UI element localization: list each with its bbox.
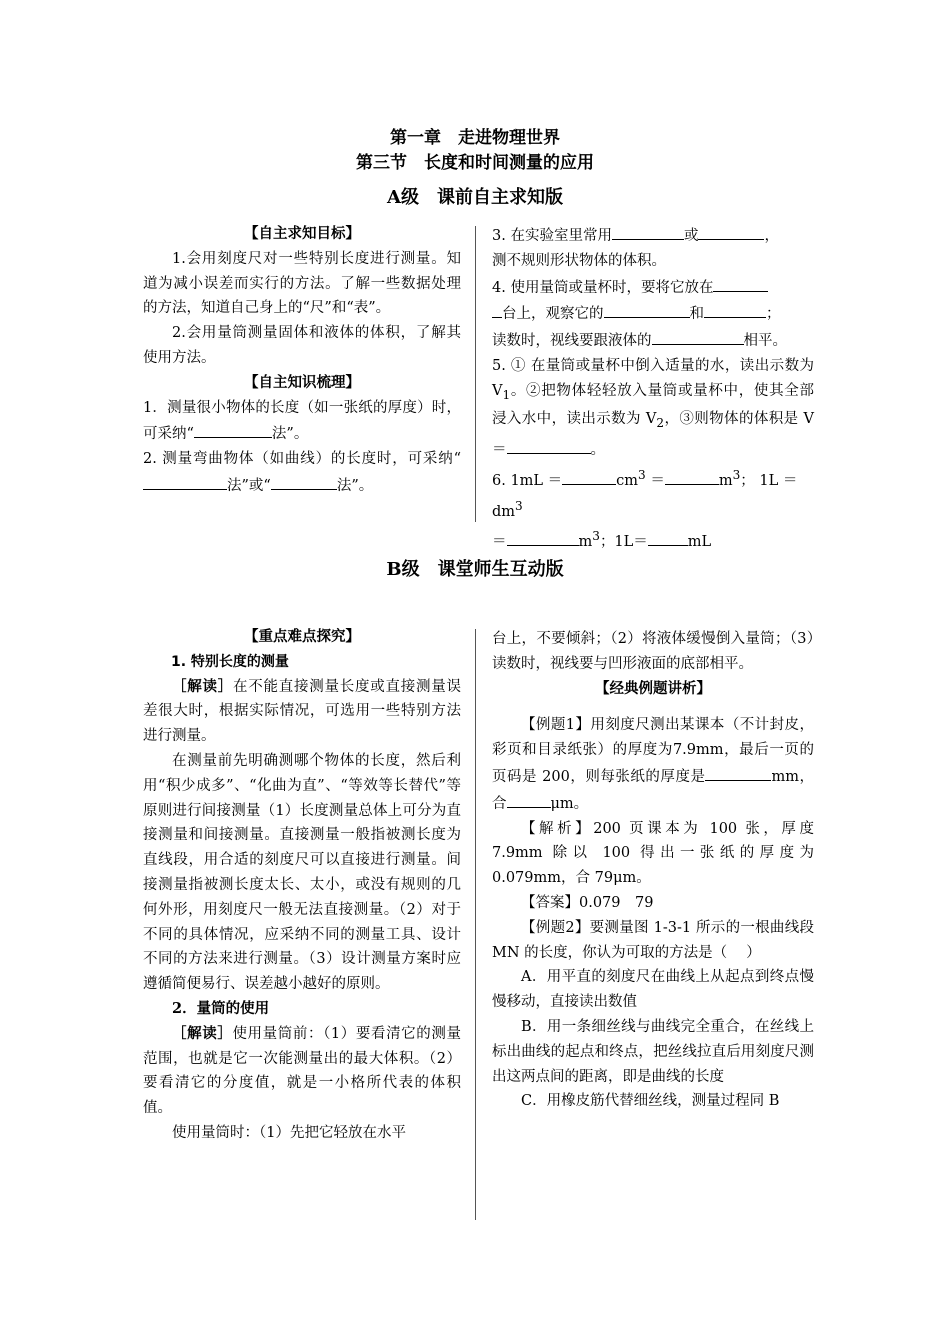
answer-blank (704, 300, 766, 318)
paragraph-text: 使用量筒前：（1）要看清它的测量范围，也就是它一次能测量出的最大体积。（2）要看清它的分度值，就是一小格所代表的体积值。 (143, 1025, 462, 1117)
q5-mid: 。②把物体轻轻放入量筒或量杯中，使其全部浸入水中，读出示数为 V (492, 382, 814, 428)
answer-blank (507, 528, 579, 546)
answer-blank (492, 300, 502, 318)
key-points-heading: 【重点难点探究】 (244, 628, 360, 645)
option-b: B．用一条细丝线与曲线完全重合，在丝线上标出曲线的起点和终点，把丝线拉直后用刻度尺测出这两点间的距离，即是曲线的长度 (492, 1018, 814, 1085)
q4-semicolon: ； (766, 306, 781, 323)
q3-or: 或 (683, 228, 699, 244)
superscript: 3 (732, 467, 741, 482)
goal-2: 2.会用量筒测量固体和液体的体积，了解其使用方法。 (143, 325, 461, 366)
knowledge-item-1-text: 1．测量很小物体的长度（如一张纸的厚度）时，可采纳“ (143, 399, 461, 443)
q6-text: 6. 1mL ＝ (492, 472, 563, 489)
q6-ml: mL (687, 534, 712, 551)
paragraph-interpretation-2 (143, 1022, 461, 1121)
option-a: A．用平直的刻度尺在曲线上从起点到终点慢慢移动，直接读出数值 (492, 969, 814, 1011)
option-c: C．用橡皮筋代替细丝线，测量过程同 B (521, 1093, 780, 1110)
level-a-title: 课前自主求知版 (436, 187, 563, 208)
answer-blank (507, 436, 591, 454)
column-divider (475, 226, 476, 522)
analysis-text: 【解析】200 页课本为 100 张，厚度 7.9mm 除以 100 得出一张纸的厚度为 0.079mm，合 79μm。 (492, 820, 814, 887)
answer-blank (665, 467, 719, 485)
level-b-left-column (143, 625, 461, 1146)
answer-blank (143, 472, 227, 490)
question-3 (492, 222, 814, 274)
answer-text: 【答案】0.079 79 (521, 894, 654, 911)
q6-eq2: ＝ (492, 534, 507, 551)
level-a-heading (0, 186, 950, 210)
level-b-right-column (492, 627, 814, 1114)
q4-observe: 台上，观察它的 (502, 306, 604, 323)
q3-text: 3. 在实验室里常用 (492, 228, 612, 244)
q3-comma: ， (764, 228, 779, 244)
knowledge-item-1 (143, 396, 461, 448)
subscript: 2 (656, 416, 665, 431)
subheading-length: 1. 特别长度的测量 (171, 653, 289, 670)
knowledge-item-1-end: 法”。 (271, 426, 309, 443)
q6-cm: cm (616, 472, 639, 489)
superscript: 3 (638, 467, 646, 482)
example-1 (492, 713, 814, 816)
paragraph-indirect: 在测量前先明确测哪个物体的长度，然后利用“积少成多”、“化曲为直”、“等效等长替代”等原则进行间接测量（1）长度测量总体上可分为直接测量和间接测量。直接测量一般指被测长度为直线段，用合适的刻度尺可以直接进行测量。间接测量指被测长度太长、太小，或没有规则的几何外形，用刻度尺一般无法直接测量。（2）对于不同的具体情况，应采纳不同的测量工具、设计不同的方法来进行测量。（3）设计测量方案时应遵循简便易行、误差越小越好的原则。 (143, 752, 461, 993)
q4-and: 和 (689, 306, 704, 323)
answer-blank (507, 790, 551, 808)
paragraph-continued: 台上，不要倾斜；（2）将液体缓慢倒入量筒；（3）读数时，视线要与凹形液面的底部相平。 (492, 631, 814, 672)
answer-blank (612, 222, 684, 240)
knowledge-item-2-text: 2. 测量弯曲物体（如曲线）的长度时，可采纳“ (143, 451, 461, 468)
level-a-left-column (143, 222, 461, 499)
level-a-label: A级 (387, 187, 419, 208)
subscript: 1 (502, 387, 511, 402)
example-1-um: μm。 (550, 795, 589, 812)
answer-blank (194, 420, 272, 438)
answer-blank (698, 222, 764, 240)
q5-end: 。 (590, 442, 605, 459)
level-b-label: B级 (386, 559, 420, 580)
example-1-mm: mm，合 (492, 768, 814, 812)
section-title: 第三节 长度和时间测量的应用 (356, 153, 594, 173)
question-4 (492, 274, 814, 354)
level-b-heading (0, 558, 950, 582)
jiedu-label: ［解读］ (172, 1024, 233, 1042)
subheading-cylinder: 2．量筒的使用 (172, 999, 270, 1017)
q4-text: 4. 使用量筒或量杯时，要将它放在 (492, 279, 714, 296)
answer-blank (271, 472, 337, 490)
jiedu-label: ［解读］ (172, 677, 233, 695)
answer-blank (562, 467, 616, 485)
level-b-title: 课堂师生互动版 (437, 559, 564, 580)
superscript: 3 (592, 529, 600, 544)
answer-blank (705, 763, 771, 781)
chapter-title: 第一章 走进物理世界 (390, 128, 560, 148)
question-6 (492, 463, 814, 555)
question-5 (492, 354, 814, 463)
q5-volume: ，③则物体的体积是 V＝ (492, 411, 814, 459)
q3-end: 测不规则形状物体的体积。 (492, 252, 666, 269)
q6-l: ；1L＝ (599, 534, 648, 551)
q6-m2: m (578, 534, 593, 551)
answer-blank (652, 327, 744, 345)
paragraph-text: 在不能直接测量长度或直接测量误差很大时，根据实际情况，可选用一些特别方法进行测量。 (143, 678, 461, 745)
goals-heading: 【自主求知目标】 (244, 225, 360, 242)
example-2: 【例题2】要测量图 1-3-1 所示的一根曲线段 MN 的长度，你认为可取的方法是（ ） (492, 919, 814, 961)
knowledge-item-2-end: 法”。 (336, 477, 374, 494)
paragraph-interpretation-1 (143, 675, 461, 749)
knowledge-item-2 (143, 447, 461, 499)
goal-1: 1.会用刻度尺对一些特别长度进行测量。知道为减小误差而实行的方法。了解一些数据处理的方法，知道自己身上的“尺”和“表”。 (143, 250, 461, 317)
knowledge-heading: 【自主知识梳理】 (244, 373, 360, 391)
q6-eq: ＝ (645, 472, 665, 489)
column-divider (475, 629, 476, 1220)
example-1-text: 【例题1】用刻度尺测出某课本（不计封皮，彩页和目录纸张）的厚度为7.9mm，最后一页的页码是 200，则每张纸的厚度是 (492, 717, 814, 785)
q5-text: 5. ① 在量筒或量杯中倒入适量的水，读出示数为 V (492, 357, 814, 399)
q4-end: 相平。 (743, 333, 787, 350)
answer-blank (713, 274, 768, 292)
q6-m: m (718, 472, 733, 489)
level-a-right-column (492, 222, 814, 555)
q6-dm: ； 1L ＝ dm (492, 472, 798, 520)
knowledge-item-2-mid: 法”或“ (227, 477, 271, 494)
q4-read: 读数时，视线要跟液体的 (492, 333, 652, 350)
paragraph-using: 使用量筒时：（1）先把它轻放在水平 (172, 1124, 406, 1141)
answer-blank (648, 528, 688, 546)
answer-blank (604, 300, 690, 318)
superscript: 3 (515, 498, 523, 513)
examples-heading: 【经典例题讲析】 (595, 679, 711, 697)
